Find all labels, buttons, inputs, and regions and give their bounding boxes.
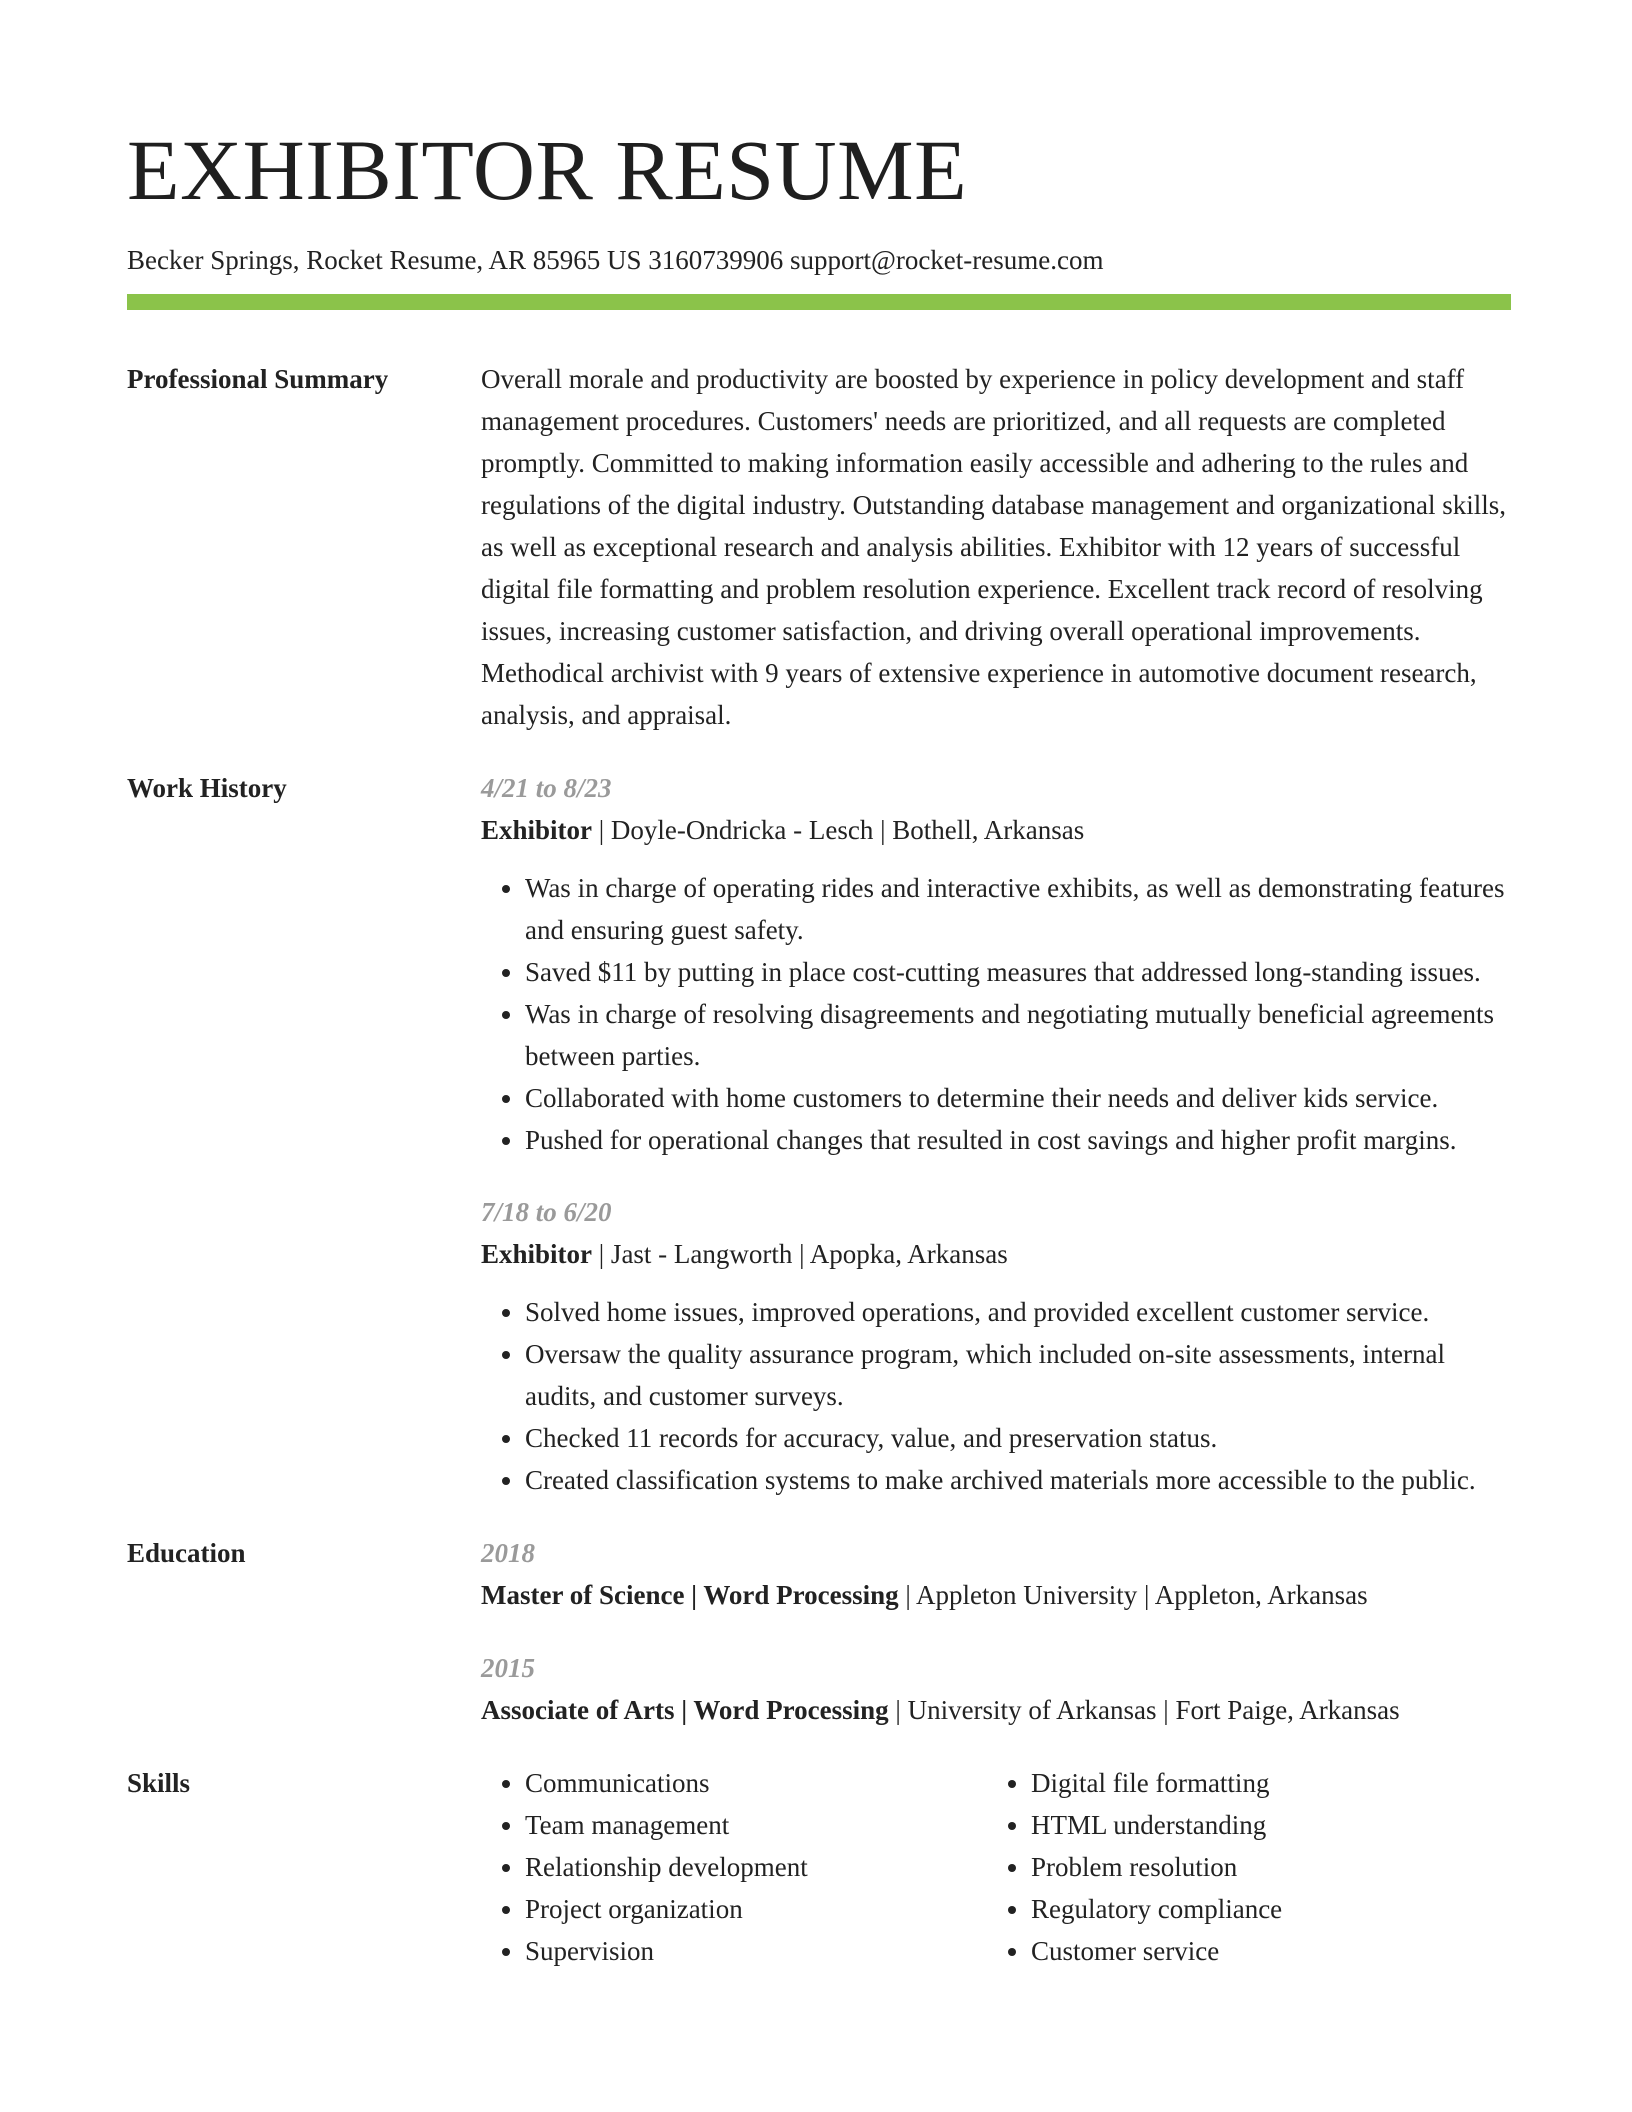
- summary-section: [127, 358, 1511, 736]
- resume-page: [127, 0, 1511, 1972]
- list-item: • Created classification systems to make archived materials more accessible to the public.: [525, 1459, 1511, 1501]
- skills-list-right: [987, 1762, 1493, 1972]
- work-history-body: [481, 767, 1511, 1501]
- list-item: • Digital file formatting: [1031, 1762, 1493, 1804]
- section-title-summary: Professional Summary: [127, 364, 389, 394]
- list-item: • Saved $11 by putting in place cost-cutting measures that addressed long-standing issues.: [525, 951, 1511, 993]
- list-item: • Supervision: [525, 1930, 987, 1972]
- job-role-line: [481, 1233, 1511, 1275]
- education-date: 2018: [481, 1538, 535, 1568]
- education-details: | Appleton University | Appleton, Arkansas: [898, 1580, 1368, 1610]
- education-date: 2015: [481, 1653, 535, 1683]
- skills-column-left: [481, 1762, 987, 1972]
- list-item: • HTML understanding: [1031, 1804, 1493, 1846]
- list-item: • Was in charge of operating rides and interactive exhibits, as well as demonstrating features and ensuring guest safety.: [525, 867, 1511, 951]
- job-date: 4/21 to 8/23: [481, 773, 612, 803]
- list-item: • Problem resolution: [1031, 1846, 1493, 1888]
- job-role: Exhibitor: [481, 815, 593, 845]
- education-details: | University of Arkansas | Fort Paige, Arkansas: [888, 1695, 1400, 1725]
- summary-body: [481, 358, 1511, 736]
- job-bullets: [481, 1291, 1511, 1501]
- education-entry-2: [481, 1647, 1511, 1731]
- header-divider: [127, 294, 1511, 310]
- skills-list-left: [481, 1762, 987, 1972]
- degree: Associate of Arts | Word Processing: [481, 1695, 889, 1725]
- section-title-education: Education: [127, 1538, 246, 1568]
- list-item: • Team management: [525, 1804, 987, 1846]
- summary-text: Overall morale and productivity are boosted by experience in policy development and staff management procedures. Customers' needs are prioritized, and all requests are completed promptly. Committed to making information easily accessible and adhering to the rules and regulations of the digital industry. Outstanding database management and organizational skills, as well as exceptional research and analysis abilities. Exhibitor with 12 years of successful digital file formatting and problem resolution experience. Excellent track record of resolving issues, increasing customer satisfaction, and driving overall operational improvements. Methodical archivist with 9 years of extensive experience in automotive document research, analysis, and appraisal.: [481, 364, 1507, 730]
- list-item: • Customer service: [1031, 1930, 1493, 1972]
- job-bullets: [481, 867, 1511, 1161]
- list-item: • Pushed for operational changes that resulted in cost savings and higher profit margins.: [525, 1119, 1511, 1161]
- list-item: • Was in charge of resolving disagreements and negotiating mutually beneficial agreements between parties.: [525, 993, 1511, 1077]
- job-date: 7/18 to 6/20: [481, 1197, 612, 1227]
- list-item: • Collaborated with home customers to determine their needs and deliver kids service.: [525, 1077, 1511, 1119]
- job-details: | Doyle-Ondricka - Lesch | Bothell, Arkansas: [592, 815, 1085, 845]
- education-line: [481, 1689, 1511, 1731]
- list-item: • Project organization: [525, 1888, 987, 1930]
- job-role: Exhibitor: [481, 1239, 593, 1269]
- skills-grid: [481, 1762, 1511, 1972]
- skills-section: [127, 1762, 1511, 1972]
- job-role-line: [481, 809, 1511, 851]
- education-section: [127, 1532, 1511, 1731]
- work-history-section: [127, 767, 1511, 1501]
- list-item: • Regulatory compliance: [1031, 1888, 1493, 1930]
- skills-column-right: [987, 1762, 1493, 1972]
- section-title-work-history: Work History: [127, 773, 287, 803]
- section-title-skills: Skills: [127, 1768, 191, 1798]
- list-item: • Checked 11 records for accuracy, value, and preservation status.: [525, 1417, 1511, 1459]
- job-entry-1: [481, 767, 1511, 1161]
- job-details: | Jast - Langworth | Apopka, Arkansas: [592, 1239, 1008, 1269]
- job-entry-2: [481, 1191, 1511, 1501]
- list-item: • Oversaw the quality assurance program, which included on-site assessments, internal audits, and customer surveys.: [525, 1333, 1511, 1417]
- education-line: [481, 1574, 1511, 1616]
- list-item: • Solved home issues, improved operations, and provided excellent customer service.: [525, 1291, 1511, 1333]
- degree: Master of Science | Word Processing: [481, 1580, 899, 1610]
- education-entry-1: [481, 1532, 1511, 1616]
- resume-title: EXHIBITOR RESUME: [127, 122, 968, 218]
- education-body: [481, 1532, 1511, 1731]
- list-item: • Communications: [525, 1762, 987, 1804]
- skills-body: [481, 1762, 1511, 1972]
- list-item: • Relationship development: [525, 1846, 987, 1888]
- contact-line: Becker Springs, Rocket Resume, AR 85965 US 3160739906 support@rocket-resume.com: [127, 245, 1104, 275]
